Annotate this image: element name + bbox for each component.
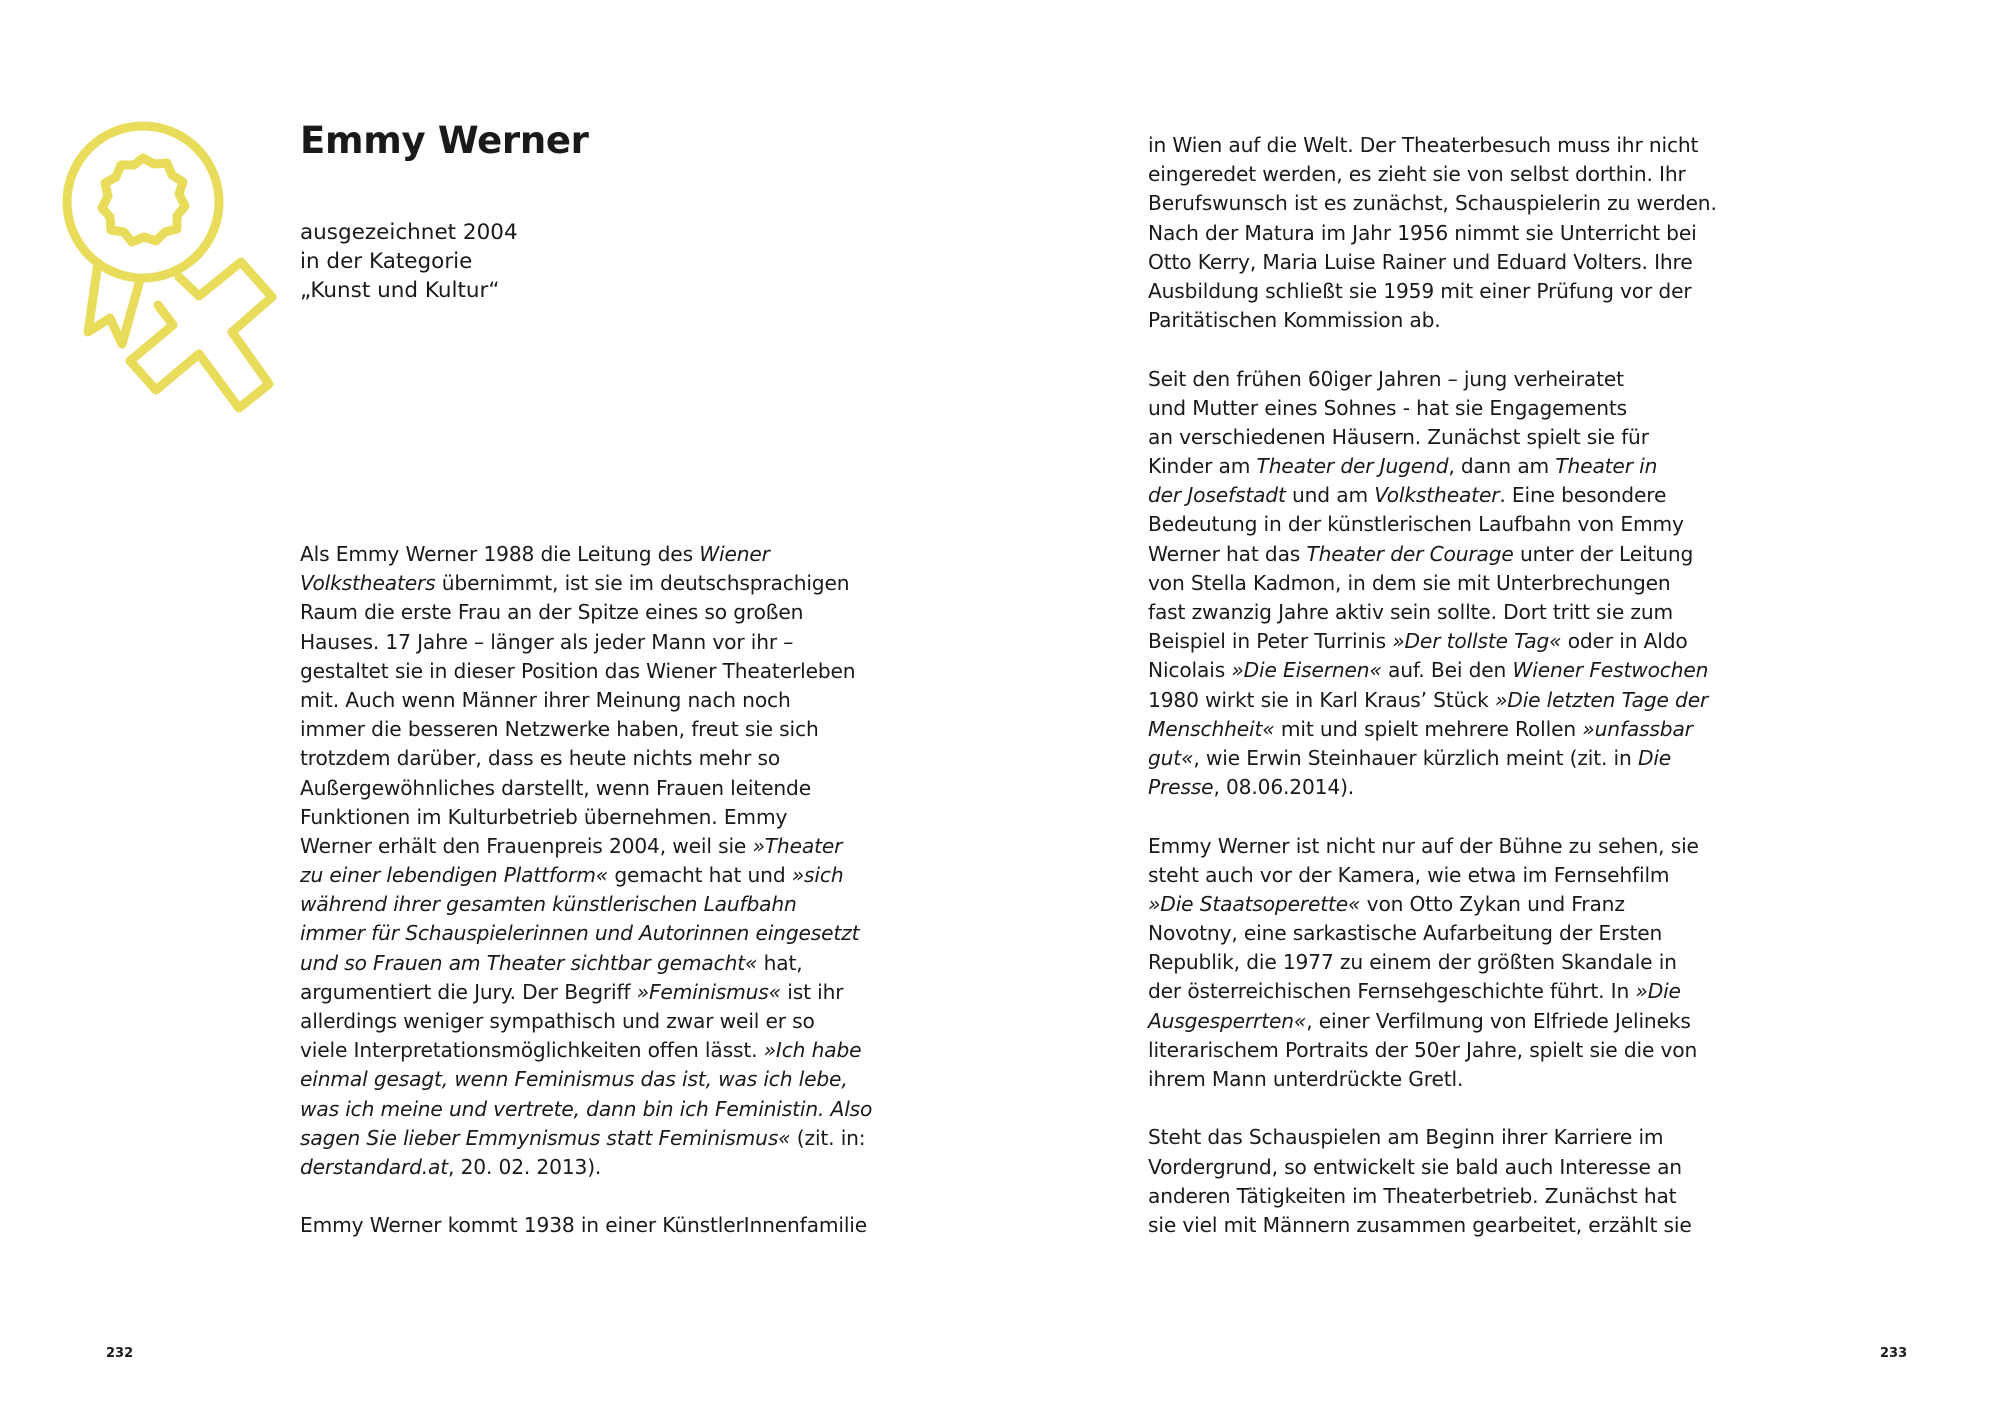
text-line bbox=[1148, 1211, 1717, 1240]
italic-text: immer für Schauspielerinnen und Autorinnen eingesetzt bbox=[300, 921, 860, 946]
text-segment: argumentiert die Jury. Der Begriff bbox=[300, 979, 637, 1004]
italic-text: Wiener bbox=[699, 542, 770, 566]
text-segment: Werner erhält den Frauenpreis 2004, weil sie bbox=[300, 833, 753, 858]
text-segment: und am bbox=[1285, 483, 1375, 508]
text-segment: (zit. in: bbox=[790, 1125, 866, 1150]
text-line bbox=[1148, 481, 1717, 510]
text-segment: mit und spielt mehrere Rollen bbox=[1274, 716, 1583, 741]
italic-text: Presse bbox=[1148, 775, 1214, 800]
italic-text: Ausgesperrten« bbox=[1148, 1008, 1307, 1033]
italic-text: Volkstheaters bbox=[300, 571, 436, 596]
paragraph bbox=[300, 1211, 872, 1240]
italic-text: was ich meine und vertrete, dann bin ich Feministin. Also bbox=[300, 1096, 873, 1121]
text-segment: ihrem Mann unterdrückte Gretl. bbox=[1148, 1067, 1464, 1091]
text-segment: an verschiedenen Häusern. Zunächst spielt sie für bbox=[1148, 424, 1649, 449]
text-segment: fast zwanzig Jahre aktiv sein sollte. Dort tritt sie zum bbox=[1148, 600, 1674, 624]
italic-text: einmal gesagt, wenn Feminismus das ist, was ich lebe, bbox=[300, 1067, 848, 1092]
text-line bbox=[1148, 452, 1717, 481]
text-segment: Nach der Matura im Jahr 1956 nimmt sie Unterricht bei bbox=[1148, 220, 1697, 245]
italic-text: »Theater bbox=[752, 833, 843, 858]
text-line bbox=[1148, 948, 1717, 977]
text-segment: immer die besseren Netzwerke haben, freut sie sich bbox=[300, 717, 819, 742]
text-line bbox=[300, 715, 872, 744]
italic-text: »Feminismus« bbox=[636, 979, 781, 1004]
text-segment: literarischem Portraits der 50er Jahre, spielt sie die von bbox=[1148, 1037, 1698, 1062]
text-segment: Novotny, eine sarkastische Aufarbeitung der Ersten bbox=[1148, 921, 1663, 946]
italic-text: »Die letzten Tage der bbox=[1494, 687, 1709, 712]
text-line bbox=[1148, 627, 1717, 656]
text-line bbox=[300, 1095, 872, 1124]
text-line bbox=[300, 569, 872, 598]
text-line bbox=[1148, 744, 1717, 773]
text-line bbox=[300, 861, 872, 890]
text-segment: 1980 wirkt sie in Karl Kraus’ Stück bbox=[1148, 687, 1495, 712]
text-line bbox=[1148, 1065, 1717, 1094]
text-line bbox=[1148, 394, 1717, 423]
text-segment: Hauses. 17 Jahre – länger als jeder Mann vor ihr – bbox=[300, 629, 794, 654]
text-segment: übernimmt, ist sie im deutschsprachigen bbox=[435, 571, 850, 596]
text-line bbox=[300, 628, 872, 657]
italic-text: »unfassbar bbox=[1582, 716, 1693, 741]
text-segment: mit. Auch wenn Männer ihrer Meinung nach noch bbox=[300, 687, 791, 712]
italic-text: Volkstheater bbox=[1374, 483, 1500, 508]
text-segment: oder in Aldo bbox=[1561, 629, 1688, 654]
text-segment: der österreichischen Fernsehgeschichte führt. In bbox=[1148, 979, 1636, 1004]
text-line bbox=[1148, 1182, 1717, 1211]
italic-text: Wiener Festwochen bbox=[1512, 658, 1709, 683]
text-line bbox=[1148, 686, 1717, 715]
award-category-label: in der Kategorie bbox=[300, 249, 473, 275]
text-line bbox=[300, 657, 872, 686]
text-line bbox=[300, 919, 872, 948]
text-line bbox=[300, 949, 872, 978]
text-line bbox=[1148, 1036, 1717, 1065]
text-line bbox=[300, 1065, 872, 1094]
italic-text: »Ich habe bbox=[763, 1038, 862, 1063]
text-line bbox=[300, 832, 872, 861]
emblem-rosette bbox=[102, 158, 185, 242]
text-line bbox=[1148, 569, 1717, 598]
award-category: „Kunst und Kultur“ bbox=[300, 278, 500, 304]
text-segment: hat, bbox=[757, 950, 803, 975]
text-line bbox=[300, 686, 872, 715]
text-segment: Berufswunsch ist es zunächst, Schauspielerin zu werden. bbox=[1148, 191, 1717, 216]
article-title: Emmy Werner bbox=[300, 119, 589, 162]
text-segment: gemacht hat und bbox=[608, 863, 792, 888]
italic-text: der Josefstadt bbox=[1148, 483, 1286, 508]
text-segment: Nicolais bbox=[1148, 658, 1232, 683]
text-line bbox=[1148, 773, 1717, 802]
page-number: 232 bbox=[106, 1346, 134, 1361]
italic-text: »sich bbox=[791, 863, 844, 888]
italic-text: derstandard.at bbox=[300, 1154, 449, 1179]
paragraph bbox=[1148, 131, 1717, 335]
italic-text: »Die Staatsoperette« bbox=[1148, 891, 1361, 916]
text-segment: Otto Kerry, Maria Luise Rainer und Eduard Volters. Ihre bbox=[1148, 249, 1693, 274]
left-body-text bbox=[300, 540, 872, 1241]
emblem-ring bbox=[67, 126, 219, 278]
italic-text: während ihrer gesamten künstlerischen Laufbahn bbox=[300, 892, 797, 917]
text-segment: Außergewöhnliches darstellt, wenn Frauen leitende bbox=[300, 775, 811, 800]
text-line bbox=[1148, 160, 1717, 189]
text-segment: auf. Bei den bbox=[1381, 658, 1513, 683]
text-line bbox=[300, 1124, 872, 1153]
text-line bbox=[1148, 598, 1717, 627]
text-segment: in Wien auf die Welt. Der Theaterbesuch muss ihr nicht bbox=[1148, 133, 1699, 157]
text-segment: Paritätischen Kommission ab. bbox=[1148, 308, 1441, 333]
text-line bbox=[1148, 189, 1717, 218]
text-segment: Steht das Schauspielen am Beginn ihrer Karriere im bbox=[1148, 1125, 1664, 1150]
text-segment: , wie Erwin Steinhauer kürzlich meint (zit. in bbox=[1193, 745, 1638, 770]
text-segment: . Eine besondere bbox=[1499, 483, 1667, 508]
text-segment: gestaltet sie in dieser Position das Wiener Theaterleben bbox=[300, 658, 856, 683]
text-line bbox=[300, 1153, 872, 1182]
paragraph bbox=[1148, 1123, 1717, 1240]
text-line bbox=[300, 803, 872, 832]
text-segment: eingeredet werden, es zieht sie von selbst dorthin. Ihr bbox=[1148, 162, 1686, 187]
italic-text: zu einer lebendigen Plattform« bbox=[300, 863, 609, 888]
italic-text: Theater in bbox=[1555, 454, 1658, 479]
text-segment: Funktionen im Kulturbetrieb übernehmen. Emmy bbox=[300, 804, 788, 829]
text-line bbox=[1148, 277, 1717, 306]
text-segment: von Stella Kadmon, in dem sie mit Unterbrechungen bbox=[1148, 570, 1671, 595]
page-number: 233 bbox=[1880, 1346, 1908, 1361]
text-line bbox=[1148, 715, 1717, 744]
text-segment: Werner hat das bbox=[1148, 541, 1307, 566]
text-segment: Raum die erste Frau an der Spitze eines so großen bbox=[300, 600, 804, 625]
award-year: ausgezeichnet 2004 bbox=[300, 220, 518, 245]
text-segment: Ausbildung schließt sie 1959 mit einer Prüfung vor der bbox=[1148, 278, 1692, 303]
text-line bbox=[1148, 423, 1717, 452]
text-line bbox=[300, 1211, 872, 1240]
text-segment: , 08.06.2014). bbox=[1213, 775, 1355, 800]
italic-text: Die bbox=[1637, 745, 1672, 770]
text-segment: , dann am bbox=[1448, 454, 1556, 479]
text-line bbox=[300, 1007, 872, 1036]
text-segment: trotzdem darüber, dass es heute nichts mehr so bbox=[300, 746, 781, 771]
text-line bbox=[1148, 510, 1717, 539]
text-line bbox=[1148, 977, 1717, 1006]
text-segment: Beispiel in Peter Turrinis bbox=[1148, 629, 1393, 654]
text-segment: und Mutter eines Sohnes - hat sie Engagements bbox=[1148, 395, 1627, 420]
text-line bbox=[1148, 890, 1717, 919]
text-segment: Republik, die 1977 zu einem der größten Skandale in bbox=[1148, 950, 1677, 975]
text-line bbox=[300, 890, 872, 919]
text-line bbox=[1148, 832, 1717, 861]
italic-text: sagen Sie lieber Emmynismus statt Feminismus« bbox=[300, 1125, 791, 1150]
text-line bbox=[1148, 131, 1717, 160]
text-line bbox=[1148, 219, 1717, 248]
text-line bbox=[1148, 306, 1717, 335]
text-line bbox=[1148, 248, 1717, 277]
text-line bbox=[300, 978, 872, 1007]
italic-text: Menschheit« bbox=[1148, 716, 1275, 741]
italic-text: »Die Eisernen« bbox=[1231, 658, 1382, 683]
text-segment: , 20. 02. 2013). bbox=[448, 1154, 602, 1179]
text-segment: Seit den frühen 60iger Jahren – jung verheiratet bbox=[1148, 366, 1624, 391]
right-page bbox=[1000, 0, 2000, 1412]
text-segment: Vordergrund, so entwickelt sie bald auch Interesse an bbox=[1148, 1154, 1682, 1179]
text-line bbox=[1148, 1153, 1717, 1182]
text-line bbox=[300, 1036, 872, 1065]
text-segment: anderen Tätigkeiten im Theaterbetrieb. Zunächst hat bbox=[1148, 1183, 1677, 1208]
text-segment: von Otto Zykan und Franz bbox=[1360, 891, 1625, 916]
text-segment: , einer Verfilmung von Elfriede Jelineks bbox=[1306, 1008, 1691, 1033]
text-segment: steht auch vor der Kamera, wie etwa im Fernsehfilm bbox=[1148, 862, 1670, 887]
award-info bbox=[300, 218, 518, 306]
text-segment: Als Emmy Werner 1988 die Leitung des bbox=[300, 542, 700, 566]
text-line bbox=[300, 540, 872, 569]
paragraph bbox=[1148, 832, 1717, 1095]
italic-text: Theater der Jugend bbox=[1256, 454, 1449, 479]
female-symbol-award-icon bbox=[58, 120, 318, 465]
paragraph bbox=[1148, 365, 1717, 803]
text-line bbox=[300, 744, 872, 773]
paragraph bbox=[300, 540, 872, 1182]
text-line bbox=[1148, 919, 1717, 948]
text-line bbox=[1148, 1007, 1717, 1036]
text-line bbox=[300, 774, 872, 803]
text-segment: viele Interpretationsmöglichkeiten offen lässt. bbox=[300, 1038, 764, 1063]
text-line bbox=[1148, 365, 1717, 394]
italic-text: »Der tollste Tag« bbox=[1392, 629, 1562, 654]
text-line bbox=[1148, 1123, 1717, 1152]
text-line bbox=[1148, 540, 1717, 569]
text-line bbox=[300, 598, 872, 627]
text-segment: unter der Leitung bbox=[1513, 541, 1694, 566]
text-segment: allerdings weniger sympathisch und zwar weil er so bbox=[300, 1009, 815, 1033]
text-segment: Bedeutung in der künstlerischen Laufbahn von Emmy bbox=[1148, 512, 1684, 537]
italic-text: »Die bbox=[1635, 979, 1681, 1004]
italic-text: und so Frauen am Theater sichtbar gemacht« bbox=[300, 950, 758, 975]
emblem-cross bbox=[130, 262, 272, 408]
italic-text: Theater der Courage bbox=[1306, 541, 1514, 566]
text-segment: Emmy Werner kommt 1938 in einer KünstlerInnenfamilie bbox=[300, 1213, 868, 1238]
text-segment: Kinder am bbox=[1148, 454, 1257, 479]
text-segment: sie viel mit Männern zusammen gearbeitet, erzählt sie bbox=[1148, 1212, 1692, 1237]
right-body-text bbox=[1148, 131, 1717, 1240]
italic-text: gut« bbox=[1148, 745, 1194, 770]
text-line bbox=[1148, 656, 1717, 685]
text-segment: Emmy Werner ist nicht nur auf der Bühne zu sehen, sie bbox=[1148, 833, 1699, 858]
text-line bbox=[1148, 861, 1717, 890]
text-segment: ist ihr bbox=[780, 979, 844, 1004]
